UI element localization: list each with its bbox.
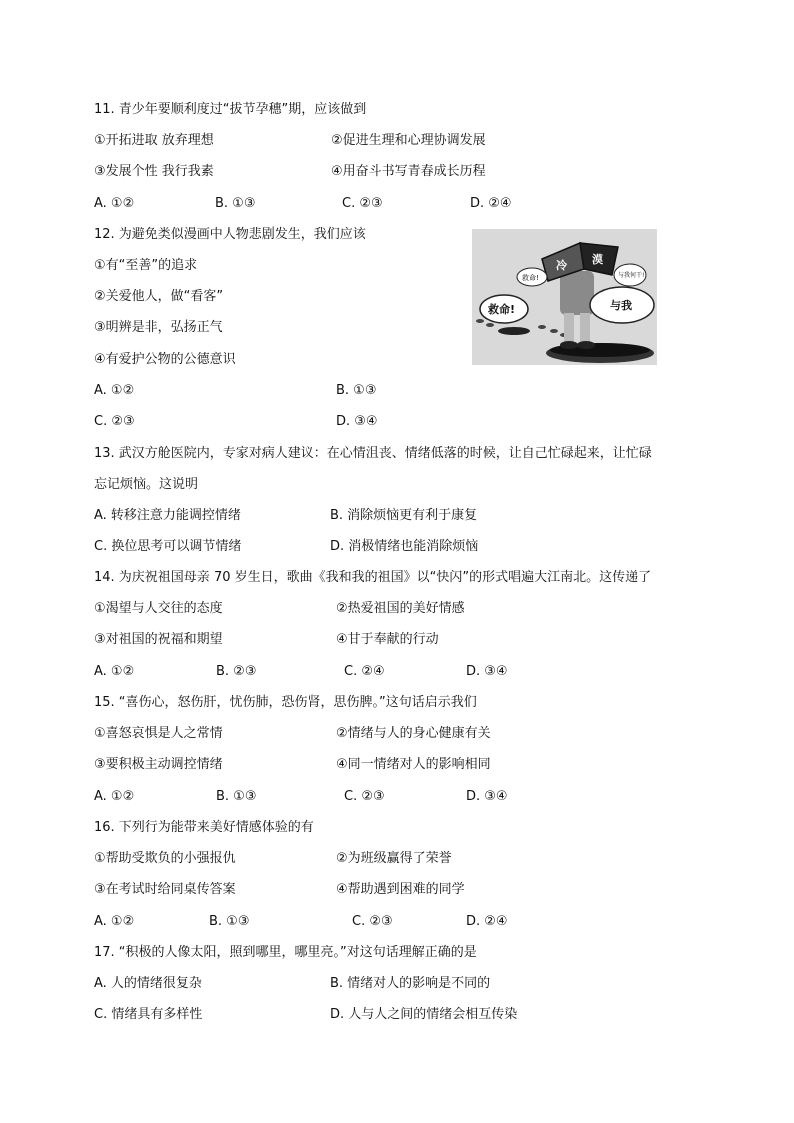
q13-option-c: C. 换位思考可以调节情绪 <box>94 539 242 554</box>
q14-stem: 14. 为庆祝祖国母亲 70 岁生日，歌曲《我和我的祖国》以“快闪”的形式唱遍大江南北。这传递了 <box>94 570 652 585</box>
q16-option-d: D. ②④ <box>466 914 508 929</box>
cartoon-illustration <box>472 229 657 365</box>
cartoon-sign-char-2: 漠 <box>592 253 603 266</box>
q15-option-c: C. ②③ <box>344 789 385 804</box>
q14-statement-2: ②热爱祖国的美好情感 <box>336 601 465 616</box>
cartoon-bubble-me: 与我 <box>610 299 632 312</box>
cartoon-bubble-small-left: 救命! <box>522 274 539 282</box>
q16-statement-3: ③在考试时给同桌传答案 <box>94 882 236 897</box>
q14-option-d: D. ③④ <box>466 664 508 679</box>
q12-statement-2: ②关爱他人，做“看客” <box>94 289 224 304</box>
q13-option-b: B. 消除烦恼更有利于康复 <box>330 508 478 523</box>
q15-option-a: A. ①② <box>94 789 135 804</box>
q16-statement-4: ④帮助遇到困难的同学 <box>336 882 465 897</box>
q17-option-a: A. 人的情绪很复杂 <box>94 976 202 991</box>
q11-option-a: A. ①② <box>94 196 135 211</box>
q11-statement-3: ③发展个性 我行我素 <box>94 164 214 179</box>
q13-option-d: D. 消极情绪也能消除烦恼 <box>330 539 479 554</box>
q14-statement-3: ③对祖国的祝福和期望 <box>94 632 223 647</box>
q14-option-c: C. ②④ <box>344 664 385 679</box>
q16-option-c: C. ②③ <box>352 914 393 929</box>
cartoon-bubble-small-right: 与我何干! <box>618 272 645 279</box>
q17-stem: 17. “积极的人像太阳，照到哪里，哪里亮。”对这句话理解正确的是 <box>94 945 477 960</box>
q12-statement-1: ①有“至善”的追求 <box>94 258 198 273</box>
q17-option-d: D. 人与人之间的情绪会相互传染 <box>330 1007 518 1022</box>
q11-statement-1: ①开拓进取 放弃理想 <box>94 133 214 148</box>
q15-statement-3: ③要积极主动调控情绪 <box>94 757 223 772</box>
q15-option-b: B. ①③ <box>216 789 257 804</box>
q12-option-d: D. ③④ <box>336 414 378 429</box>
q12-stem: 12. 为避免类似漫画中人物悲剧发生，我们应该 <box>94 227 366 242</box>
q14-option-b: B. ②③ <box>216 664 257 679</box>
q12-statement-4: ④有爱护公物的公德意识 <box>94 352 236 367</box>
q15-statement-4: ④同一情绪对人的影响相同 <box>336 757 491 772</box>
q16-statement-1: ①帮助受欺负的小强报仇 <box>94 851 236 866</box>
cartoon-sign-char-1: 冷 <box>556 259 567 272</box>
q11-option-b: B. ①③ <box>215 196 256 211</box>
q15-stem: 15. “喜伤心，怒伤肝，忧伤肺，恐伤肾，思伤脾。”这句话启示我们 <box>94 695 477 710</box>
q11-statement-2: ②促进生理和心理协调发展 <box>331 133 486 148</box>
q15-statement-2: ②情绪与人的身心健康有关 <box>336 726 491 741</box>
q16-stem: 16. 下列行为能带来美好情感体验的有 <box>94 820 314 835</box>
q12-option-a: A. ①② <box>94 383 135 398</box>
q16-statement-2: ②为班级赢得了荣誉 <box>336 851 452 866</box>
q12-statement-3: ③明辨是非，弘扬正气 <box>94 320 223 335</box>
q12-option-c: C. ②③ <box>94 414 135 429</box>
q17-option-c: C. 情绪具有多样性 <box>94 1007 203 1022</box>
q13-stem-line-2: 忘记烦恼。这说明 <box>94 477 199 492</box>
cartoon-bubble-help: 救命! <box>488 303 516 316</box>
q17-option-b: B. 情绪对人的影响是不同的 <box>330 976 491 991</box>
q15-statement-1: ①喜怒哀惧是人之常情 <box>94 726 223 741</box>
q12-option-b: B. ①③ <box>336 383 377 398</box>
q13-stem-line-1: 13. 武汉方舱医院内，专家对病人建议：在心情沮丧、情绪低落的时候，让自己忙碌起来，让忙碌 <box>94 446 652 461</box>
q15-option-d: D. ③④ <box>466 789 508 804</box>
q13-option-a: A. 转移注意力能调控情绪 <box>94 508 241 523</box>
q11-stem: 11. 青少年要顺利度过“拔节孕穗”期，应该做到 <box>94 102 367 117</box>
q14-option-a: A. ①② <box>94 664 135 679</box>
q14-statement-4: ④甘于奉献的行动 <box>336 632 439 647</box>
q16-option-a: A. ①② <box>94 914 135 929</box>
q11-option-c: C. ②③ <box>342 196 383 211</box>
q11-statement-4: ④用奋斗书写青春成长历程 <box>331 164 486 179</box>
q16-option-b: B. ①③ <box>209 914 250 929</box>
q11-option-d: D. ②④ <box>470 196 512 211</box>
q14-statement-1: ①渴望与人交往的态度 <box>94 601 223 616</box>
